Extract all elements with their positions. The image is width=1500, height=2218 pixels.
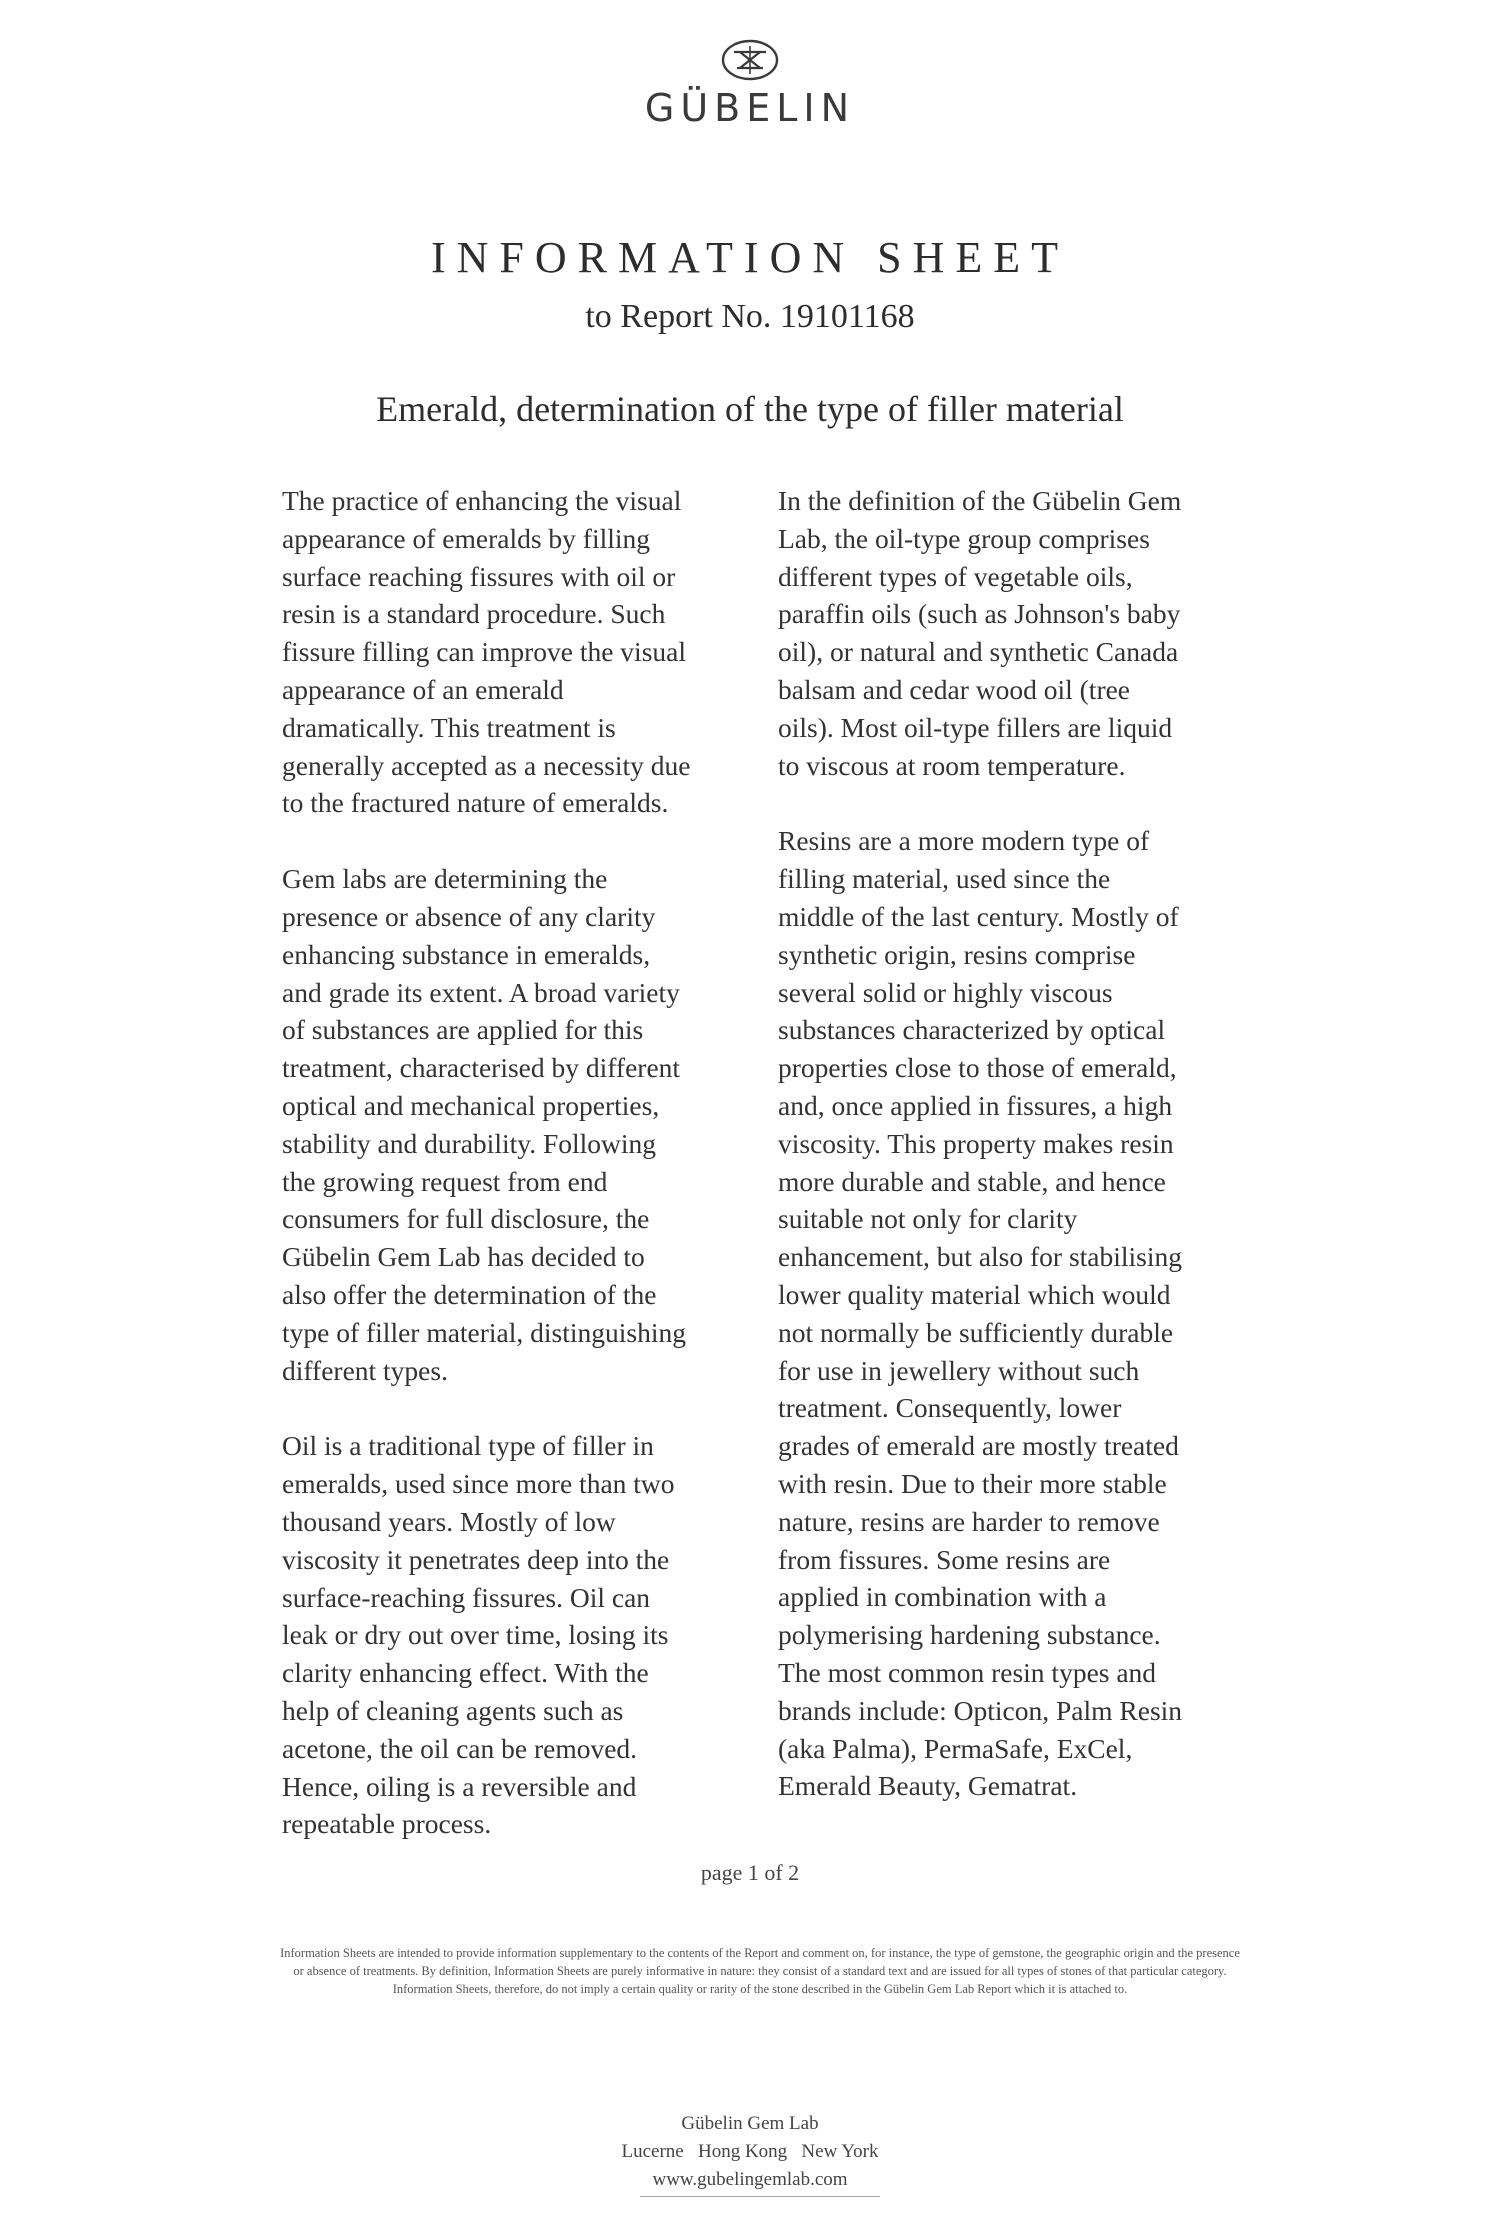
document-title: INFORMATION SHEET <box>431 233 1069 282</box>
right-column <box>778 482 1248 1843</box>
paragraph-oil: Oil is a traditional type of filler in emeralds, used since more than two thousand years. Mostly of low viscosity it penetrates deep into the surface-reaching fissures. Oil can leak or dry out over time, losing its clarity enhancing effect. With the help of cleaning agents such as acetone, the oil can be removed. Hence, oiling is a reversible and repeatable process. <box>282 1430 675 1840</box>
paragraph-gem-labs: Gem labs are determining the presence or absence of any clarity enhancing substance in emeralds, and grade its extent. A broad variety of substances are applied for this treatment, characterised by different optical and mechanical properties, stability and durability. Following the growing request from end consumers for full disclosure, the Gübelin Gem Lab has decided to also offer the determination of the type of filler material, distinguishing different types. <box>282 863 687 1386</box>
footer-lab-name: Gübelin Gem Lab <box>681 2113 819 2134</box>
paragraph-oil-type-definition: In the definition of the Gübelin Gem Lab, the oil-type group comprises different types of vegetable oils, paraffin oils (such as Johnson's baby oil), or natural and synthetic Canada balsam and cedar wood oil (tree oils). Most oil-type fillers are liquid to viscous at room temperature. <box>778 485 1182 781</box>
page-number: page 1 of 2 <box>700 1860 800 1885</box>
footer-divider <box>640 2196 880 2197</box>
gubelin-emblem-icon <box>720 38 780 82</box>
footer <box>0 2110 1500 2194</box>
paragraph-resins: Resins are a more modern type of filling material, used since the middle of the last century. Mostly of synthetic origin, resins comprise several solid or highly viscous substances characterized by optical properties close to those of emerald, and, once applied in fissures, a high viscosity. This property makes resin more durable and stable, and hence suitable not only for clarity enhancement, but also for stabilising lower quality material which would not normally be sufficiently durable for use in jewellery without such treatment. Consequently, lower grades of emerald are mostly treated with resin. Due to their more stable nature, resins are harder to remove from fissures. Some resins are applied in combination with a polymerising hardening substance. The most common resin types and brands include: Opticon, Palm Resin (aka Palma), PermaSafe, ExCel, Emerald Beauty, Gematrat. <box>778 825 1183 1802</box>
footer-website[interactable]: www.gubelingemlab.com <box>652 2169 848 2190</box>
brand-logo <box>0 38 1500 130</box>
brand-wordmark: GÜBELIN <box>644 86 856 130</box>
report-number: to Report No. 19101168 <box>585 298 915 335</box>
paragraph-enhancement-practice: The practice of enhancing the visual appearance of emeralds by filling surface reaching fissures with oil or resin is a standard procedure. Such fissure filling can improve the visual appearance of an emerald dramatically. This treatment is generally accepted as a necessity due to the fractured nature of emeralds. <box>282 485 691 819</box>
left-column <box>282 482 752 1881</box>
disclaimer-text: Information Sheets are intended to provide information supplementary to the contents of the Report and comment on, for instance, the type of gemstone, the geographic origin and the presence or absence of treatments. By definition, Information Sheets are purely informative in nature: they consist of a standard text and are issued for all types of stones of that particular category. Information Sheets, therefore, do not imply a certain quality or rarity of the stone described in the Gübelin Gem Lab Report which it is attached to. <box>280 1946 1240 1996</box>
section-heading: Emerald, determination of the type of filler material <box>376 389 1124 429</box>
footer-locations: Lucerne Hong Kong New York <box>621 2141 879 2162</box>
